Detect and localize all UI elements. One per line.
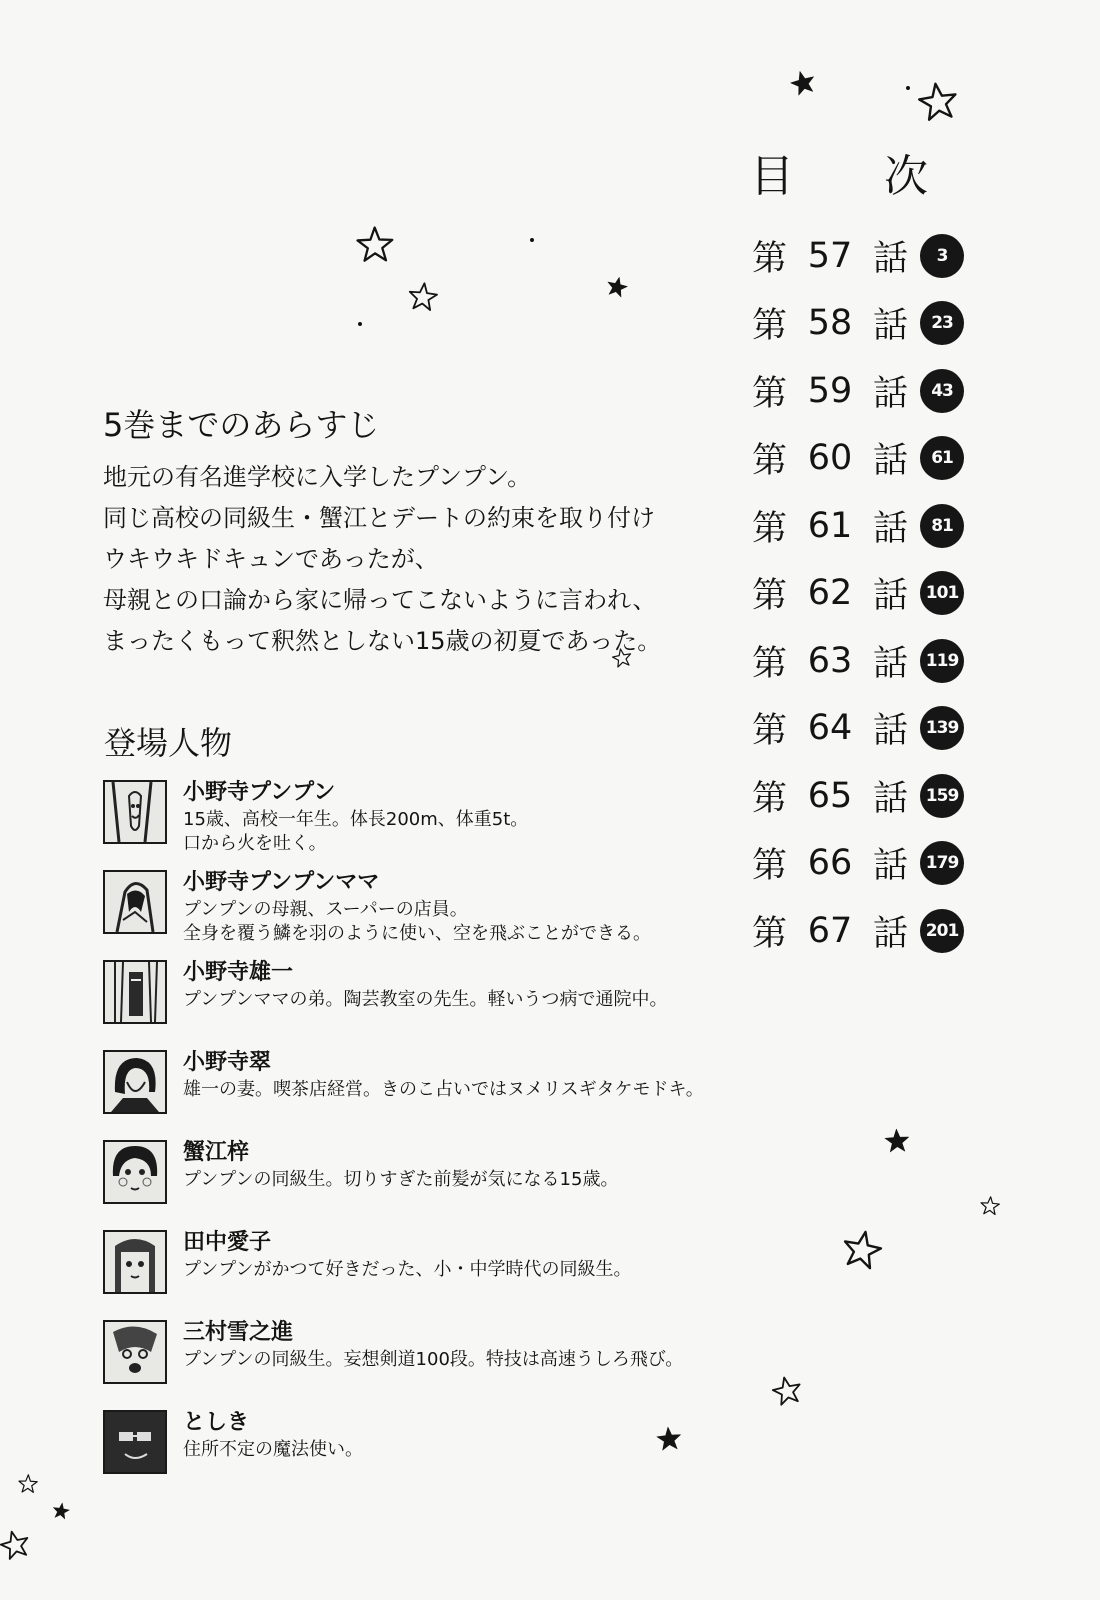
- character-portrait: [103, 1050, 167, 1114]
- toc-suffix: 話: [873, 711, 909, 752]
- toc-chapter-number: 67: [807, 910, 853, 951]
- character-description: 住所不定の魔法使い。: [183, 1439, 363, 1460]
- character-portrait: [103, 1230, 167, 1294]
- character-name: 三村雪之進: [183, 1320, 294, 1345]
- star-icon: [356, 226, 395, 265]
- toc-page-badge: 3: [920, 234, 964, 278]
- toc-item[interactable]: [752, 425, 964, 493]
- character-name: 蟹江梓: [183, 1140, 250, 1165]
- toc-item[interactable]: [752, 695, 964, 763]
- toc-chapter-number: 64: [807, 708, 853, 749]
- toc-suffix: 話: [873, 508, 909, 549]
- toc-item[interactable]: [752, 627, 964, 695]
- star-icon: [839, 1227, 886, 1274]
- synopsis-line: 母親との口論から家に帰ってこないように言われ、: [103, 586, 657, 614]
- toc-prefix: 第: [752, 576, 788, 617]
- toc-page-badge: 23: [920, 301, 964, 345]
- toc-chapter-number: 58: [807, 303, 853, 344]
- toc-page-badge: 81: [920, 504, 964, 548]
- star-icon: [0, 1527, 33, 1563]
- synopsis-line: 地元の有名進学校に入学したプンプン。: [103, 463, 532, 491]
- synopsis-line: まったくもって釈然としない15歳の初夏であった。: [103, 627, 662, 655]
- star-icon: [655, 1425, 683, 1453]
- star-icon: [787, 67, 819, 99]
- character-description: プンプンの同級生。妄想剣道100段。特技は高速うしろ飛び。: [183, 1349, 684, 1370]
- toc-suffix: 話: [873, 441, 909, 482]
- toc-prefix: 第: [752, 441, 788, 482]
- character-description: 15歳、高校一年生。体長200m、体重5t。: [183, 809, 529, 830]
- star-icon: [604, 274, 630, 300]
- toc-suffix: 話: [873, 373, 909, 414]
- toc-item[interactable]: [752, 357, 964, 425]
- toc-page-badge: 201: [920, 909, 964, 953]
- character-description: プンプンママの弟。陶芸教室の先生。軽いうつ病で通院中。: [183, 989, 668, 1010]
- toc-page-badge: 139: [920, 706, 964, 750]
- star-icon: [769, 1373, 805, 1409]
- star-icon: [883, 1127, 910, 1154]
- character-name: 小野寺翠: [183, 1050, 272, 1075]
- cast-heading: 登場人物: [104, 724, 233, 762]
- toc-suffix: 話: [873, 238, 909, 279]
- synopsis-body: [103, 457, 661, 662]
- toc-item[interactable]: [752, 560, 964, 628]
- star-icon: [979, 1195, 1000, 1216]
- synopsis-line: 同じ高校の同級生・蟹江とデートの約束を取り付け: [103, 504, 655, 532]
- star-icon: [407, 281, 440, 314]
- character-description: 口から火を吐く。: [183, 833, 327, 854]
- character-portrait: [103, 1320, 167, 1384]
- character-portrait: [103, 870, 167, 934]
- toc-suffix: 話: [873, 306, 909, 347]
- character-name: 小野寺雄一: [183, 960, 294, 985]
- star-icon: [18, 1474, 39, 1495]
- toc-suffix: 話: [873, 778, 909, 819]
- toc-suffix: 話: [873, 576, 909, 617]
- dot-decoration: [358, 322, 362, 326]
- character-description: プンプンの同級生。切りすぎた前髪が気になる15歳。: [183, 1169, 619, 1190]
- toc-item[interactable]: [752, 290, 964, 358]
- toc-page-badge: 119: [920, 639, 964, 683]
- toc-page-badge: 179: [920, 841, 964, 885]
- toc-list: [752, 222, 964, 965]
- star-icon: [915, 79, 960, 124]
- dot-decoration: [906, 86, 910, 90]
- toc-chapter-number: 62: [807, 573, 853, 614]
- character-name: 小野寺プンプンママ: [183, 870, 380, 895]
- star-icon: [51, 1501, 72, 1522]
- character-portrait: [103, 1140, 167, 1204]
- synopsis-heading: 5巻までのあらすじ: [103, 406, 380, 444]
- toc-item[interactable]: [752, 830, 964, 898]
- character-description: 雄一の妻。喫茶店経営。きのこ占いではヌメリスギタケモドキ。: [183, 1079, 704, 1100]
- toc-item[interactable]: [752, 222, 964, 290]
- toc-prefix: 第: [752, 778, 788, 819]
- toc-item[interactable]: [752, 897, 964, 965]
- toc-prefix: 第: [752, 913, 788, 954]
- toc-suffix: 話: [873, 913, 909, 954]
- toc-prefix: 第: [752, 238, 788, 279]
- character-portrait: [103, 1410, 167, 1474]
- toc-item[interactable]: [752, 492, 964, 560]
- toc-prefix: 第: [752, 508, 788, 549]
- toc-chapter-number: 60: [807, 438, 853, 479]
- character-description: プンプンがかつて好きだった、小・中学時代の同級生。: [183, 1259, 632, 1280]
- toc-prefix: 第: [752, 643, 788, 684]
- toc-page-badge: 61: [920, 436, 964, 480]
- character-name: 田中愛子: [183, 1230, 272, 1255]
- toc-title: 目 次: [750, 151, 966, 202]
- character-portrait: [103, 780, 167, 844]
- character-name: 小野寺プンプン: [183, 780, 336, 805]
- toc-prefix: 第: [752, 711, 788, 752]
- toc-chapter-number: 65: [807, 775, 853, 816]
- toc-page-badge: 43: [920, 369, 964, 413]
- synopsis-line: ウキウキドキュンであったが、: [103, 545, 439, 573]
- toc-prefix: 第: [752, 846, 788, 887]
- character-name: としき: [183, 1410, 250, 1435]
- toc-chapter-number: 66: [807, 843, 853, 884]
- character-description: プンプンの母親、スーパーの店員。: [183, 899, 468, 920]
- dot-decoration: [530, 238, 534, 242]
- character-description: 全身を覆う鱗を羽のように使い、空を飛ぶことができる。: [183, 923, 651, 944]
- toc-chapter-number: 63: [807, 640, 853, 681]
- toc-item[interactable]: [752, 762, 964, 830]
- toc-page-badge: 101: [920, 571, 964, 615]
- toc-chapter-number: 57: [807, 235, 853, 276]
- toc-suffix: 話: [873, 846, 909, 887]
- toc-prefix: 第: [752, 306, 788, 347]
- toc-prefix: 第: [752, 373, 788, 414]
- toc-suffix: 話: [873, 643, 909, 684]
- toc-chapter-number: 61: [807, 505, 853, 546]
- character-portrait: [103, 960, 167, 1024]
- toc-page-badge: 159: [920, 774, 964, 818]
- toc-chapter-number: 59: [807, 370, 853, 411]
